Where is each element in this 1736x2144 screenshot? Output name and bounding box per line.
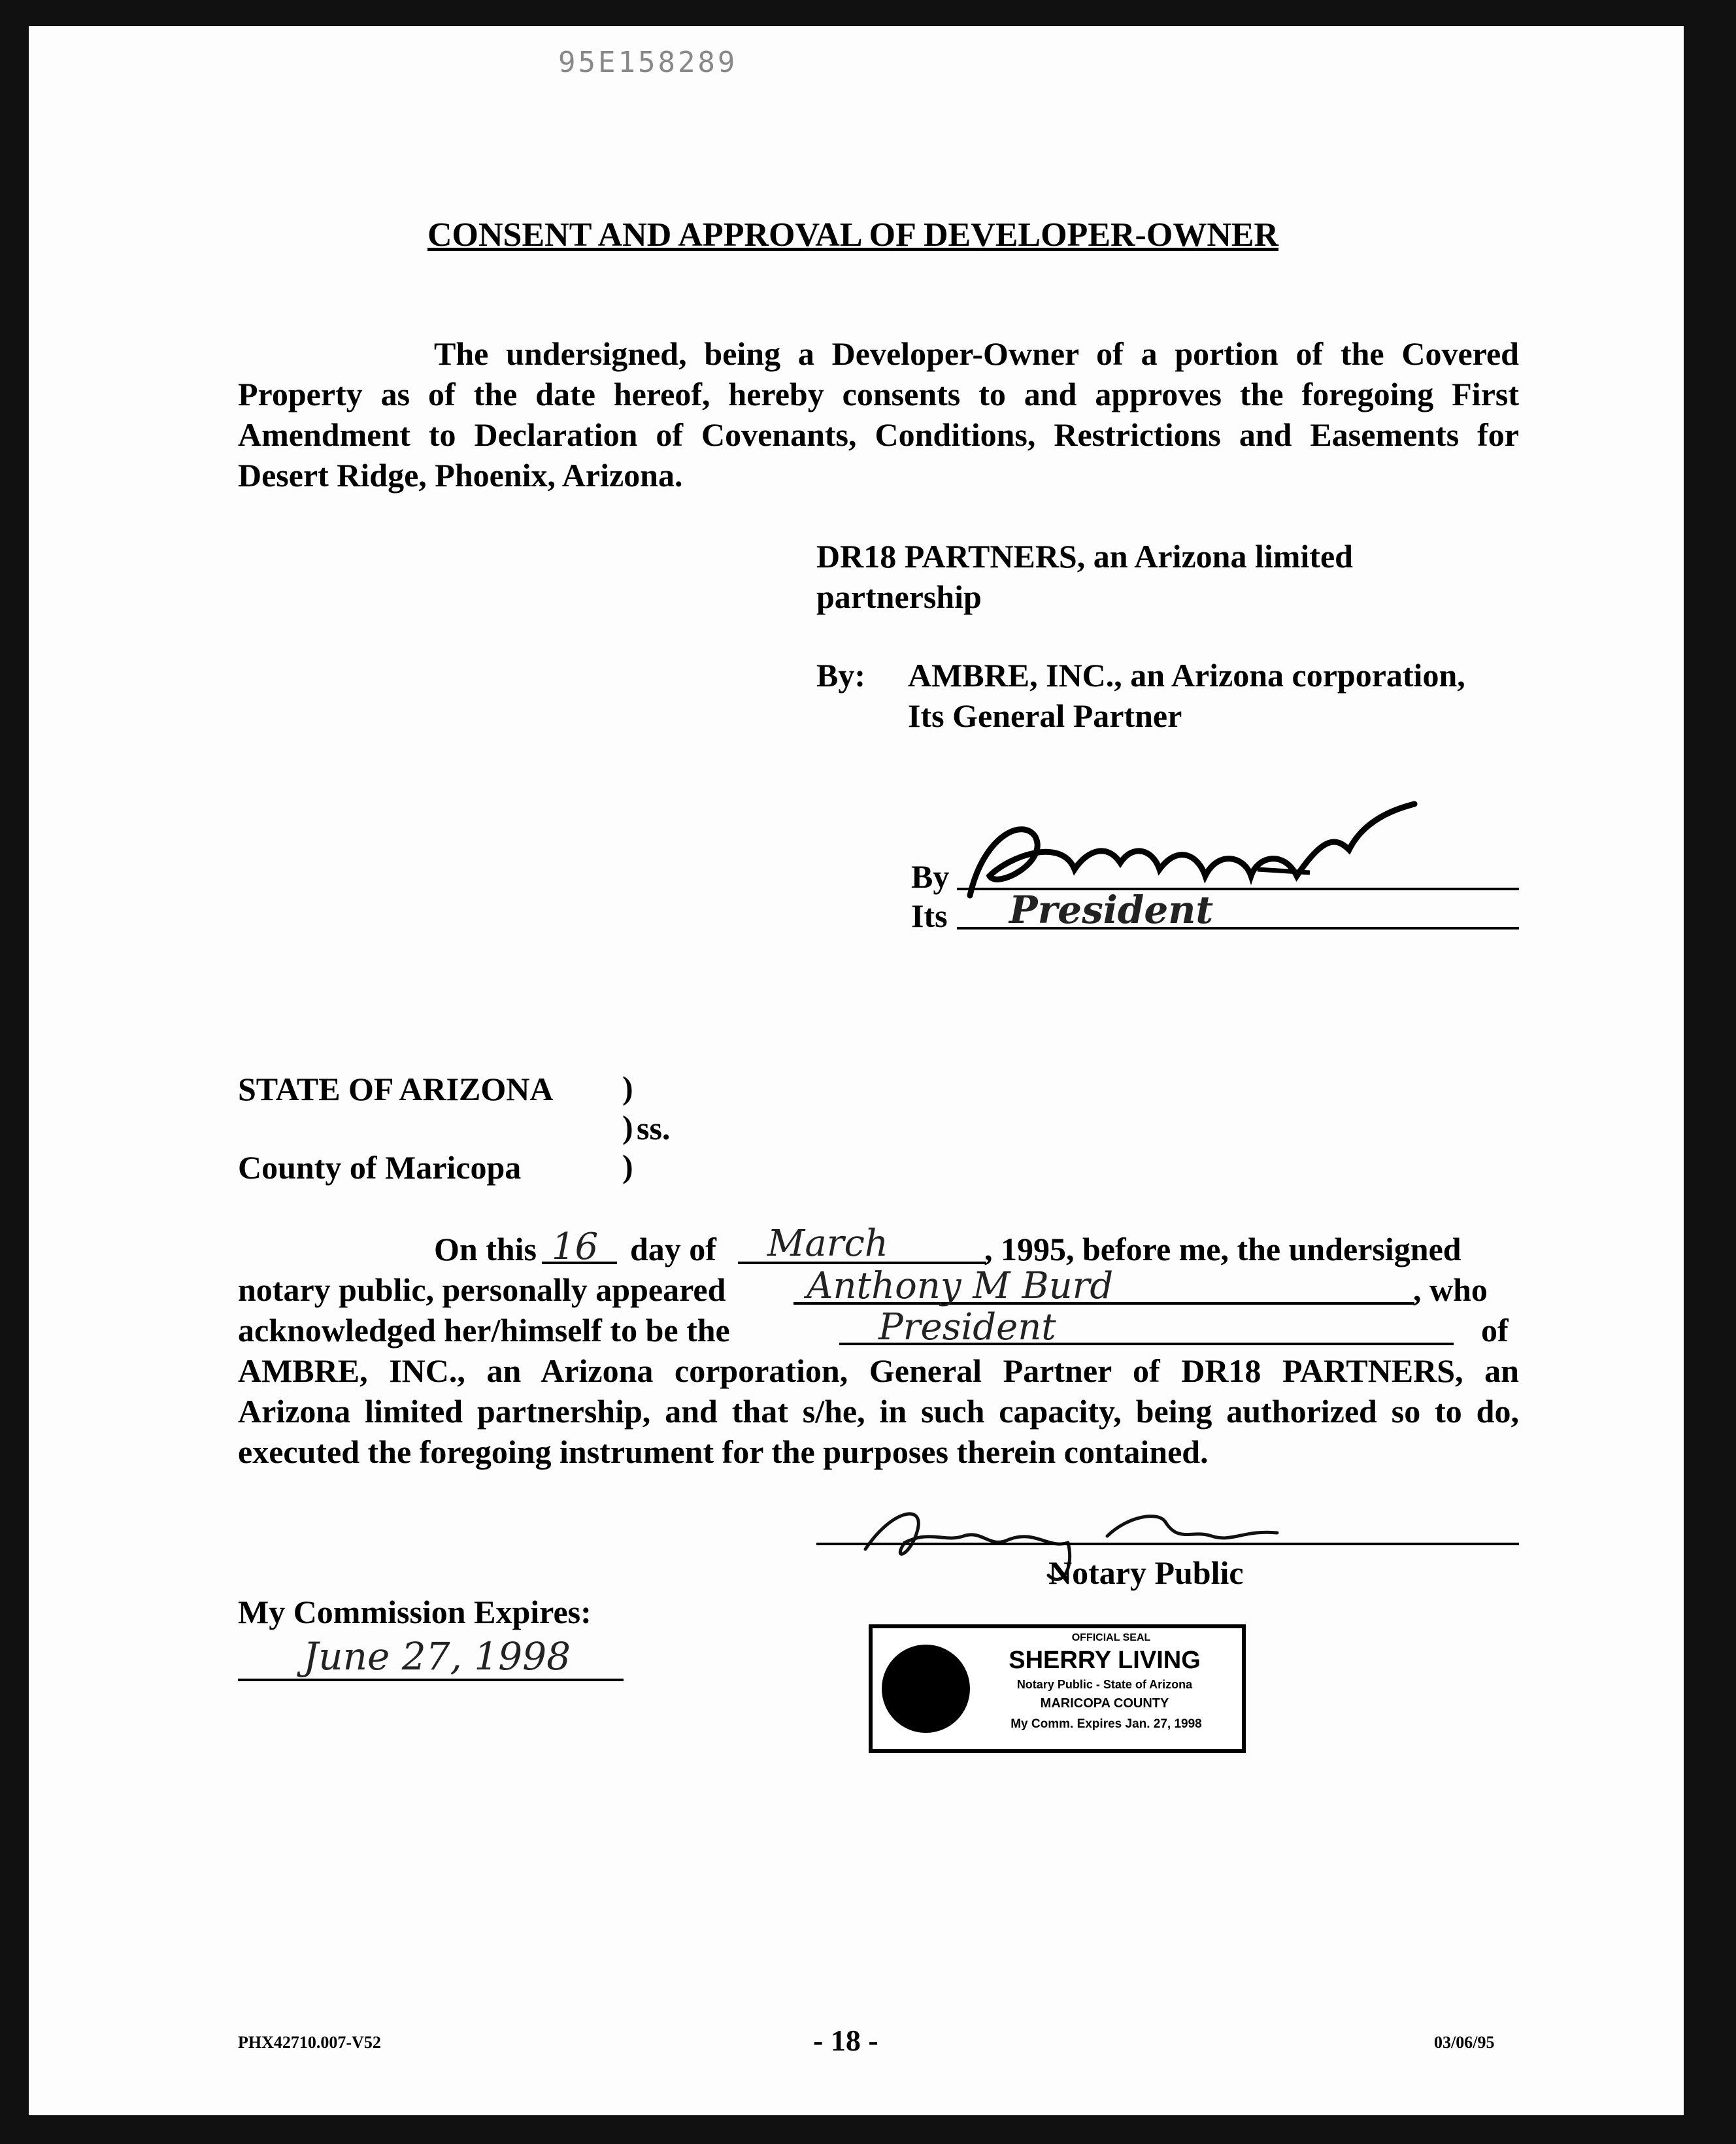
footer-left: PHX42710.007-V52	[238, 2033, 381, 2052]
entity-line2: partnership	[816, 578, 982, 615]
signature-by-label: By	[911, 858, 950, 895]
notary-signature-line	[816, 1543, 1519, 1545]
seal-line2: SHERRY LIVING	[1009, 1647, 1201, 1674]
by-line1: AMBRE, INC., an Arizona corporation,	[908, 657, 1465, 694]
by-label: By:	[816, 657, 865, 694]
ack-day: 16	[552, 1226, 599, 1268]
venue-paren: )	[622, 1148, 633, 1184]
seal-line4: MARICOPA COUNTY	[1040, 1696, 1169, 1711]
commission-line	[238, 1679, 624, 1681]
notary-seal-stamp	[869, 1624, 1246, 1753]
venue-paren: )	[622, 1069, 633, 1106]
intro-line: Property as of the date hereof, hereby consents to and approves the foregoing First	[238, 376, 1519, 412]
venue-state: STATE OF ARIZONA	[238, 1071, 554, 1107]
seal-line5: My Comm. Expires Jan. 27, 1998	[1010, 1717, 1202, 1731]
venue-paren: )	[622, 1109, 633, 1145]
ack-year-text: , 1995, before me, the undersigned	[984, 1231, 1461, 1267]
ack-line: Arizona limited partnership, and that s/he, in such capacity, being authorized so to do,	[238, 1393, 1519, 1430]
signature-its-label: Its	[911, 897, 948, 934]
intro-line: Amendment to Declaration of Covenants, Conditions, Restrictions and Easements for	[238, 416, 1519, 453]
ack-name: Anthony M Burd	[807, 1265, 1114, 1307]
ack-line: executed the foregoing instrument for the purposes therein contained.	[238, 1433, 1209, 1470]
venue-county: County of Maricopa	[238, 1149, 522, 1186]
ack-month: March	[767, 1222, 888, 1265]
notary-public-label: Notary Public	[1048, 1554, 1244, 1591]
venue-ss: ss.	[637, 1110, 671, 1147]
ack-on-this: On this	[434, 1231, 537, 1267]
document-page	[29, 26, 1684, 2115]
by-line2: Its General Partner	[908, 697, 1182, 734]
ack-who-text: , who	[1413, 1271, 1488, 1308]
ack-appeared-text: notary public, personally appeared	[238, 1271, 726, 1308]
ack-day-of: day of	[630, 1231, 716, 1267]
footer-right: 03/06/95	[1434, 2033, 1495, 2052]
ack-line: AMBRE, INC., an Arizona corporation, General Partner of DR18 PARTNERS, an	[238, 1352, 1519, 1389]
ack-paragraph	[238, 1350, 1519, 1472]
commission-label: My Commission Expires:	[238, 1594, 592, 1630]
intro-line: The undersigned, being a Developer-Owner of a portion of the Covered	[434, 335, 1519, 372]
intro-paragraph	[238, 333, 1519, 495]
its-title-handwritten: President	[1009, 888, 1214, 932]
document-number: 95E158289	[558, 46, 738, 79]
commission-date: June 27, 1998	[303, 1634, 571, 1679]
ack-capacity: President	[878, 1306, 1056, 1348]
ack-acknowledged-text: acknowledged her/himself to be the	[238, 1312, 730, 1348]
intro-line: Desert Ridge, Phoenix, Arizona.	[238, 457, 683, 494]
seal-line1: OFFICIAL SEAL	[1071, 1632, 1151, 1643]
seal-emblem-icon	[882, 1645, 970, 1733]
entity-line1: DR18 PARTNERS, an Arizona limited	[816, 538, 1353, 575]
document-title: CONSENT AND APPROVAL OF DEVELOPER-OWNER	[427, 216, 1279, 254]
ack-of-text: of	[1481, 1312, 1509, 1348]
page-number: - 18 -	[813, 2024, 878, 2057]
seal-line3: Notary Public - State of Arizona	[1016, 1678, 1193, 1691]
